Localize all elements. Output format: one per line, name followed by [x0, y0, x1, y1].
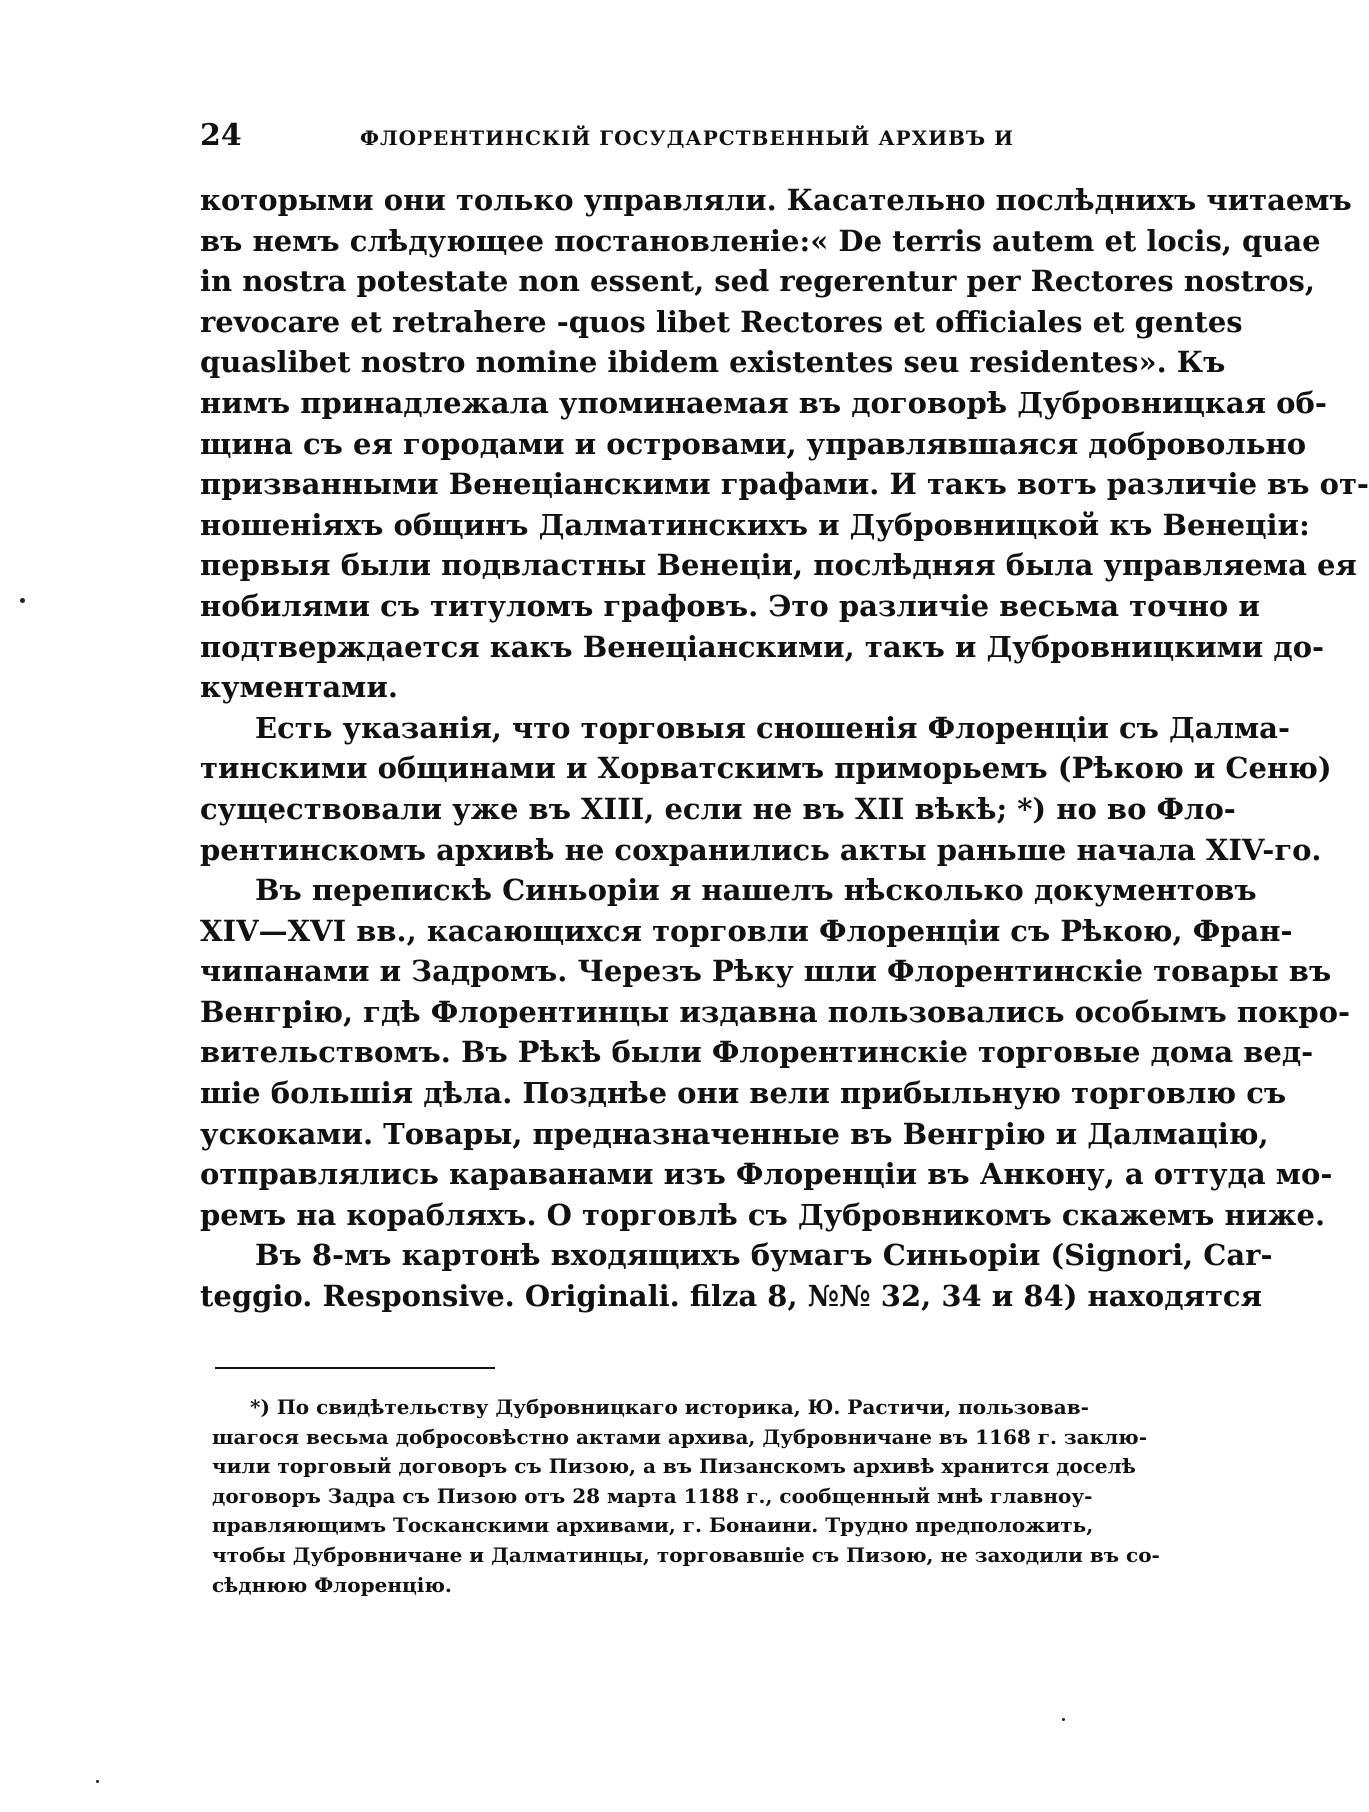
main-text: [200, 180, 1369, 1317]
text-line: въ немъ слѣдующее постановленіе:« De terris autem et locis, quae: [200, 223, 1321, 258]
text-line: quaslibet nostro nomine ibidem existentes seu residentes». Къ: [200, 345, 1226, 380]
footnote-line: шагося весьма добросовѣстно актами архива, Дубровничане въ 1168 г. заклю-: [212, 1424, 1147, 1449]
text-line: рентинскомъ архивѣ не сохранились акты раньше начала XIV-го.: [200, 832, 1322, 867]
footnote-line: договоръ Задра съ Пизою отъ 28 марта 1188 г., сообщенный мнѣ главноу-: [212, 1483, 1093, 1508]
text-line: тинскими общинами и Хорватскимъ приморьемъ (Рѣкою и Сеню): [200, 751, 1332, 786]
footnote-line: сѣднюю Флоренцію.: [212, 1572, 452, 1597]
footnote: [212, 1393, 1160, 1600]
text-line: ремъ на корабляхъ. О торговлѣ съ Дубровникомъ скажемъ ниже.: [200, 1197, 1326, 1232]
running-title: ФЛОРЕНТИНСКІЙ ГОСУДАРСТВЕННЫЙ АРХИВЪ И: [360, 126, 1015, 150]
text-line: ускоками. Товары, предназначенные въ Венгрію и Далмацію,: [200, 1116, 1269, 1151]
text-line: шіе большія дѣла. Позднѣе они вели прибыльную торговлю съ: [200, 1076, 1287, 1111]
paragraph-first-line: Есть указанія, что торговыя сношенія Флоренціи съ Далма-: [255, 710, 1290, 745]
scan-speck: [1062, 1718, 1065, 1721]
footnote-divider: [215, 1367, 495, 1369]
paragraph-first-line: Въ перепискѣ Синьоріи я нашелъ нѣсколько документовъ: [255, 873, 1257, 908]
text-line: XIV—XVI вв., касающихся торговли Флоренціи съ Рѣкою, Фран-: [200, 913, 1293, 948]
footnote-line: чили торговый договоръ съ Пизою, а въ Пизанскомъ архивѣ хранится доселѣ: [212, 1454, 1136, 1479]
text-line: Венгрію, гдѣ Флорентинцы издавна пользовались особымъ покро-: [200, 994, 1351, 1029]
footnote-line: правляющимъ Тосканскими архивами, г. Бонаини. Трудно предположить,: [212, 1513, 1094, 1538]
text-line: teggio. Responsive. Originali. filza 8, №№ 32, 34 и 84) находятся: [200, 1279, 1263, 1314]
footnote-line: *) По свидѣтельству Дубровницкаго историка, Ю. Растичи, пользовав-: [250, 1395, 1089, 1419]
text-line: нимъ принадлежала упоминаемая въ договорѣ Дубровницкая об-: [200, 385, 1327, 420]
text-line: первыя были подвластны Венеціи, послѣдняя была управляема ея: [200, 548, 1357, 583]
text-line: щина съ ея городами и островами, управлявшаяся добровольно: [200, 426, 1307, 461]
text-line: нобилями съ титуломъ графовъ. Это различіе весьма точно и: [200, 588, 1260, 623]
text-line: in nostra potestate non essent, sed regerentur per Rectores nostros,: [200, 264, 1315, 299]
page-header: [200, 118, 1060, 158]
text-line: призванными Венеціанскими графами. И такъ вотъ различіе въ от-: [200, 467, 1369, 502]
text-line: которыми они только управляли. Касательно послѣднихъ читаемъ: [200, 183, 1352, 217]
paragraph-first-line: Въ 8-мъ картонѣ входящихъ бумагъ Синьоріи (Signori, Car-: [255, 1238, 1273, 1273]
page-number: 24: [200, 118, 242, 153]
text-line: revocare et retrahere -quos libet Rectores et officiales et gentes: [200, 304, 1243, 339]
text-line: вительствомъ. Въ Рѣкѣ были Флорентинскіе торговые дома вед-: [200, 1035, 1314, 1070]
text-line: ношеніяхъ общинъ Далматинскихъ и Дубровницкой къ Венеціи:: [200, 507, 1310, 542]
text-line: подтверждается какъ Венеціанскими, такъ и Дубровницкими до-: [200, 629, 1325, 664]
text-line: кументами.: [200, 670, 398, 705]
scan-speck: [20, 598, 25, 603]
footnote-line: чтобы Дубровничане и Далматинцы, торговавшіе съ Пизою, не заходили въ со-: [212, 1542, 1160, 1567]
text-line: существовали уже въ XIII, если не въ XII вѣкѣ; *) но во Фло-: [200, 791, 1236, 826]
scan-speck: [96, 1780, 99, 1783]
text-line: чипанами и Задромъ. Черезъ Рѣку шли Флорентинскіе товары въ: [200, 954, 1332, 989]
text-line: отправлялись караванами изъ Флоренціи въ Анкону, а оттуда мо-: [200, 1157, 1333, 1192]
